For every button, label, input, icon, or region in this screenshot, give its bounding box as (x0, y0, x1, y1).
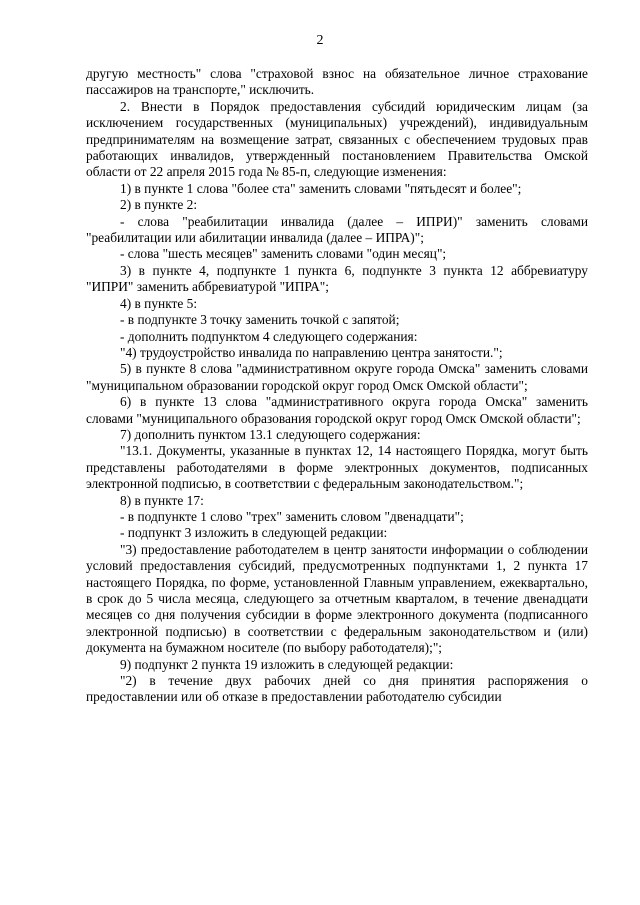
paragraph: "2) в течение двух рабочих дней со дня принятия распоряжения о предоставлении или об отказе в предоставлении работодателю субсидии (86, 673, 588, 705)
paragraph: - слова "реабилитации инвалида (далее – ИПРИ)" заменить словами "реабилитации или абилитации инвалида (далее – ИПРА)"; (86, 213, 588, 246)
paragraph: - в подпункте 3 точку заменить точкой с запятой; (120, 312, 400, 328)
paragraph: 2) в пункте 2: (120, 197, 198, 213)
paragraph: 4) в пункте 5: (120, 295, 198, 311)
paragraph: 2. Внести в Порядок предоставления субсидий юридическим лицам (за исключением государственных (муниципальных) учреждений), индивидуальным предпринимателям на возмещение затрат, связанных с обеспечением трудовых прав работающих инвалидов, утвержденный постановлением Правительства Омской области от 22 апреля 2015 года № 85-п, следующие изменения: (86, 98, 588, 180)
paragraph: "3) предоставление работодателем в центр занятости информации о соблюдении условий предоставления субсидий, предусмотренных подпунктами 1, 2 пункта 17 настоящего Порядка, по форме, установленной Главным управлением, ежеквартально, в срок до 5 числа месяца, следующего за отчетным кварталом, в течение двенадцати месяцев со дня получения субсидии в форме электронного документа (подписанного электронной подписью) в соответствии с федеральным законодательством и (или) документа на бумажном носителе (по выбору работодателя);"; (86, 541, 588, 656)
paragraph: - дополнить подпунктом 4 следующего содержания: (120, 328, 418, 344)
paragraph: другую местность" слова "страховой взнос на обязательное личное страхование пассажиров на транспорте," исключить. (86, 66, 588, 98)
paragraph: - слова "шесть месяцев" заменить словами "один месяц"; (120, 246, 447, 262)
paragraph: 9) подпункт 2 пункта 19 изложить в следующей редакции: (120, 656, 454, 672)
paragraph: 6) в пункте 13 слова "административного округа города Омска" заменить словами "муниципального образования городской округ город Омск Омской области"; (86, 394, 588, 426)
paragraph: - в подпункте 1 слово "трех" заменить словом "двенадцати"; (120, 508, 464, 524)
paragraph: 7) дополнить пунктом 13.1 следующего содержания: (120, 426, 421, 442)
document-body (86, 66, 588, 706)
paragraph: 3) в пункте 4, подпункте 1 пункта 6, подпункте 3 пункта 12 аббревиатуру "ИПРИ" заменить аббревиатурой "ИПРА"; (86, 262, 588, 295)
paragraph: 5) в пункте 8 слова "административном округе города Омска" заменить словами "муниципальном образовании городской округ город Омск Омской области"; (86, 361, 588, 393)
page-number: 2 (316, 33, 324, 48)
paragraph: 8) в пункте 17: (120, 492, 204, 508)
paragraph: "4) трудоустройство инвалида по направлению центра занятости."; (120, 344, 503, 360)
paragraph: 1) в пункте 1 слова "более ста" заменить словами "пятьдесят и более"; (120, 180, 522, 196)
paragraph: - подпункт 3 изложить в следующей редакции: (120, 525, 388, 541)
paragraph: "13.1. Документы, указанные в пунктах 12, 14 настоящего Порядка, могут быть представлены работодателями в форме электронных документов, подписанных электронной подписью, в соответствии с федеральным законодательством."; (86, 443, 588, 492)
